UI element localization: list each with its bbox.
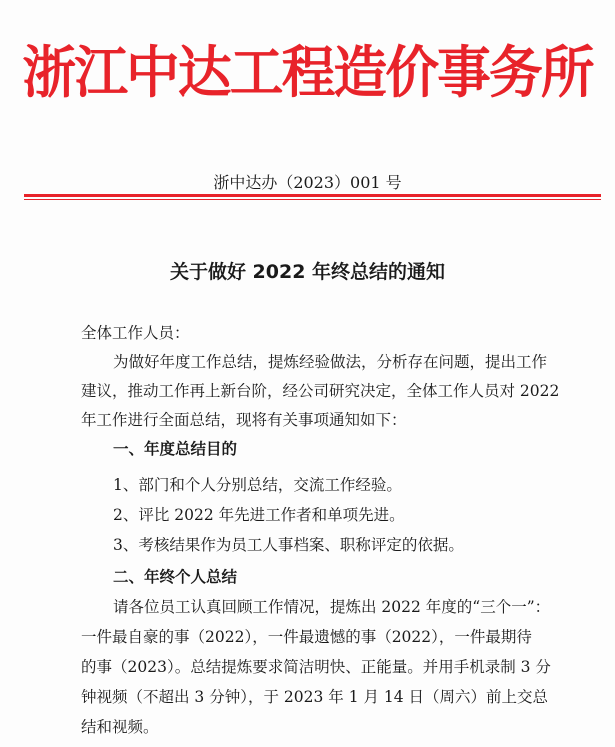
letterhead-red-rule-thin [24, 199, 601, 200]
intro-line: 建议，推动工作再上新台阶，经公司研究决定，全体工作人员对 2022 [81, 382, 560, 400]
section-heading: 二、年终个人总结 [113, 568, 238, 586]
list-item: 3、考核结果作为员工人事档案、职称评定的依据。 [113, 536, 464, 554]
paragraph-line: 钟视频（不超出 3 分钟），于 2023 年 1 月 14 日（周六）前上交总 [81, 688, 549, 706]
list-item: 2、评比 2022 年先进工作者和单项先进。 [113, 506, 405, 524]
paragraph-line: 的事（2023）。总结提炼要求简洁明快、正能量。并用手机录制 3 分 [81, 658, 551, 676]
paragraph-line: 结和视频。 [81, 718, 159, 736]
document-number: 浙中达办（2023）001 号 [213, 173, 402, 192]
paragraph-line: 一件最自豪的事（2022），一件最遗憾的事（2022），一件最期待 [81, 628, 532, 646]
letterhead-org-name: 浙江中达工程造价事务所 [22, 41, 593, 106]
list-item: 1、部门和个人分别总结，交流工作经验。 [113, 476, 402, 494]
intro-line: 为做好年度工作总结，提炼经验做法，分析存在问题，提出工作 [113, 353, 548, 371]
section-heading: 一、年度总结目的 [113, 440, 238, 458]
paragraph-line: 请各位员工认真回顾工作情况，提炼出 2022 年度的“三个一”： [113, 598, 551, 616]
intro-line: 年工作进行全面总结，现将有关事项通知如下： [81, 411, 407, 429]
letterhead-red-rule [24, 194, 601, 197]
notice-title: 关于做好 2022 年终总结的通知 [169, 261, 446, 283]
salutation: 全体工作人员： [81, 324, 190, 342]
